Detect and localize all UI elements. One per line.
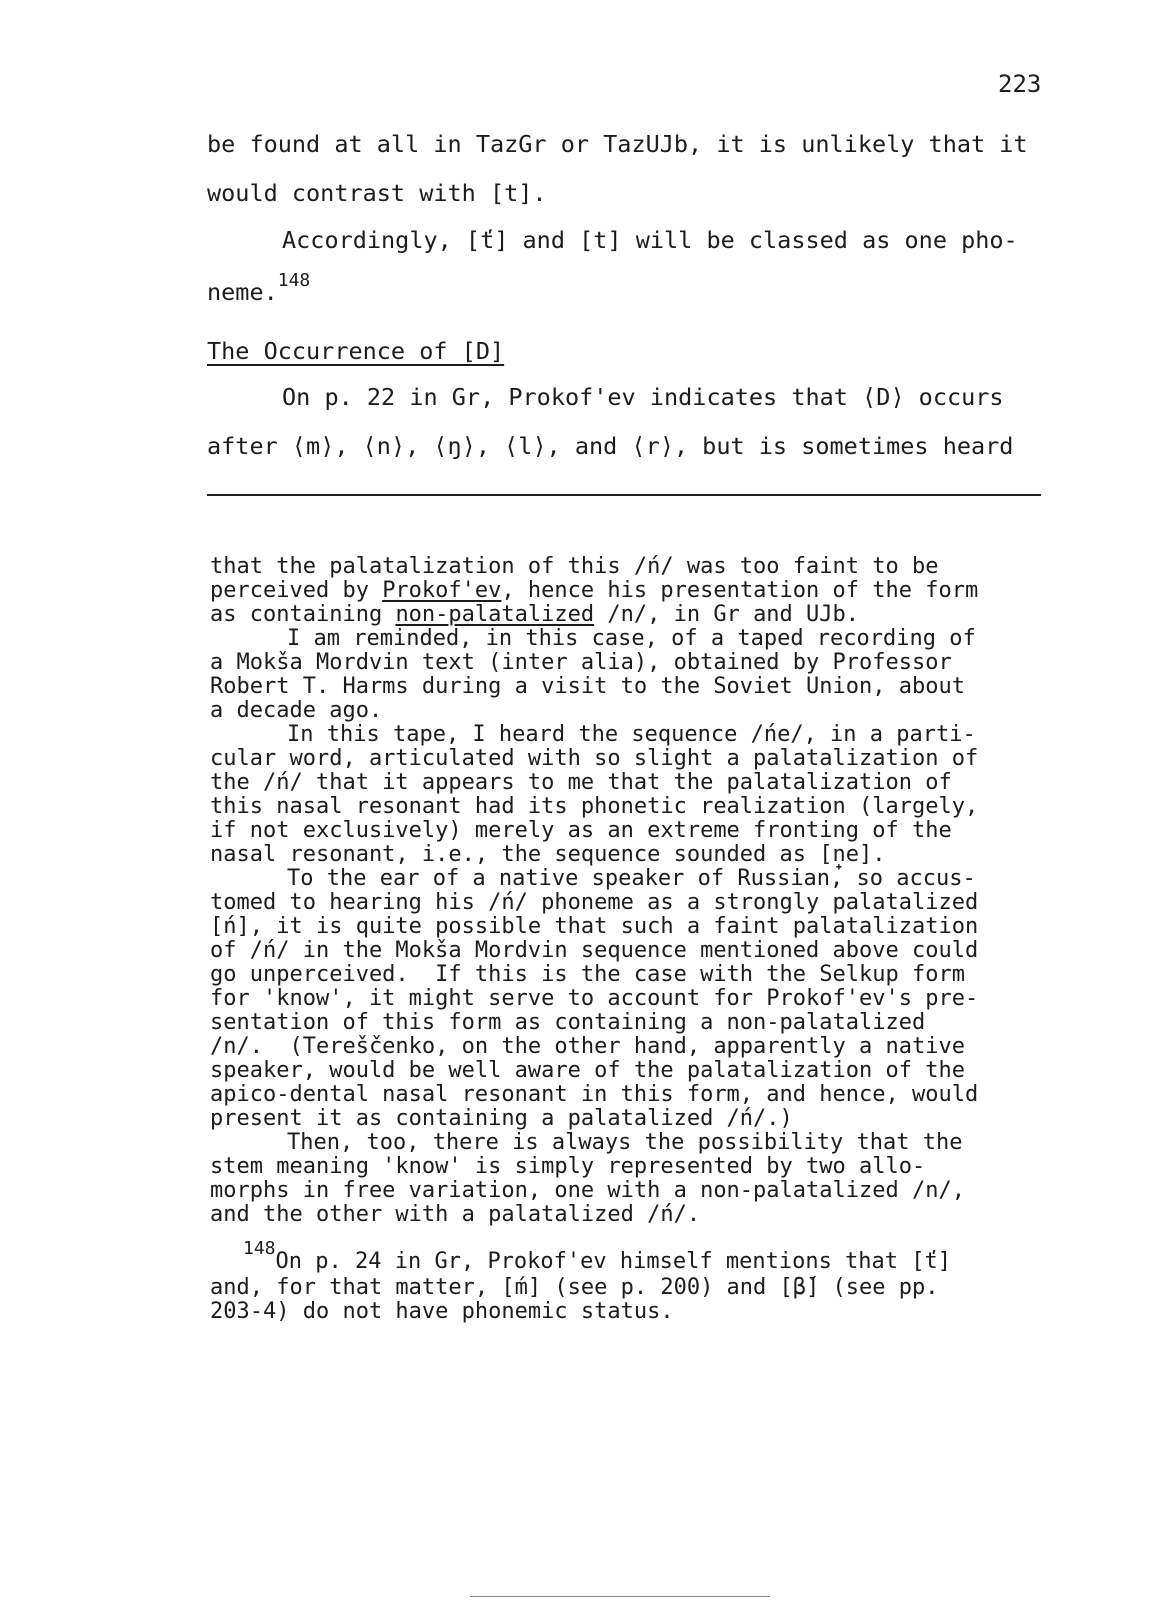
footnote-line: sentation of this form as containing a non-palatalized <box>210 1010 926 1035</box>
footnote-line: this nasal resonant had its phonetic realization (largely, <box>210 794 979 819</box>
footnote-line: a Mokša Mordvin text (inter alia), obtained by Professor <box>210 650 952 675</box>
footnote-line: Robert T. Harms during a visit to the Soviet Union, about <box>210 674 965 699</box>
footnote-number: 148 <box>243 1238 276 1259</box>
footnote-line: stem meaning 'know' is simply represented by two allo- <box>210 1154 926 1179</box>
footnote-text: perceived by <box>210 578 383 603</box>
footnote-line: the /ń/ that it appears to me that the palatalization of <box>210 770 952 795</box>
footnote-line: that the palatalization of this /ń/ was too faint to be <box>210 554 939 579</box>
footnote-line: cular word, articulated with so slight a palatalization of <box>210 746 979 771</box>
footnote-line: morphs in free variation, one with a non-palatalized /n/, <box>210 1178 965 1203</box>
footnote-line: I am reminded, in this case, of a taped recording of <box>287 626 976 651</box>
footnote-line <box>210 603 859 627</box>
body-line: On p. 22 in Gr, Prokof'ev indicates that ⟨D⟩ occurs <box>282 383 1004 411</box>
footnote-line: a decade ago. <box>210 698 383 723</box>
footnote-line: tomed to hearing his /ń/ phoneme as a strongly palatalized <box>210 890 979 915</box>
footnote-text: /n/, in Gr and UJb. <box>594 602 860 627</box>
footnote-text: as containing <box>210 602 396 627</box>
body-line: after ⟨m⟩, ⟨n⟩, ⟨ŋ⟩, ⟨l⟩, and ⟨r⟩, but is sometimes heard <box>207 432 1014 460</box>
body-line: be found at all in TazGr or TazUJb, it is unlikely that it <box>207 130 1028 158</box>
footnote-line: 203-4) do not have phonemic status. <box>210 1299 674 1324</box>
body-line <box>207 270 311 306</box>
footnote-line: nasal resonant, i.e., the sequence sounded as [n̟e]. <box>210 842 886 867</box>
body-line: would contrast with [t]. <box>207 179 547 207</box>
footnote-underlined: non-palatalized <box>395 602 595 627</box>
footnote-line: go unperceived. If this is the case with the Selkup form <box>210 962 965 987</box>
footnote-line: if not exclusively) merely as an extreme fronting of the <box>210 818 952 843</box>
footnote-text: On p. 24 in Gr, Prokof'ev himself mentions that [ť] <box>275 1249 952 1274</box>
page-number: 223 <box>998 70 1042 98</box>
footnote-line: Then, too, there is always the possibility that the <box>287 1130 963 1155</box>
footnote-underlined: Prokof'ev <box>382 578 502 603</box>
footnote-line: for 'know', it might serve to account for Prokof'ev's pre- <box>210 986 979 1011</box>
body-line: Accordingly, [ť] and [t] will be classed as one pho- <box>282 226 1018 254</box>
footnote-line: present it as containing a palatalized /ń/.) <box>210 1106 793 1131</box>
footnote-148 <box>243 1238 952 1275</box>
footnote-line: of /ń/ in the Mokša Mordvin sequence mentioned above could <box>210 938 979 963</box>
footnote-line: speaker, would be well aware of the palatalization of the <box>210 1058 965 1083</box>
footnote-line: [ń], it is quite possible that such a faint palatalization <box>210 914 979 939</box>
footnote-line: and the other with a palatalized /ń/. <box>210 1202 701 1227</box>
footnote-line: and, for that matter, [ḿ] (see p. 200) and [β́] (see pp. <box>210 1275 939 1300</box>
footnote-divider <box>207 494 1041 496</box>
footnote-line: To the ear of a native speaker of Russian, so accus- <box>287 866 976 891</box>
footnote-ref: 148 <box>277 270 311 291</box>
footnote-text: , hence his presentation of the form <box>501 578 979 603</box>
footnote-line: /n/. (Tereščenko, on the other hand, apparently a native <box>210 1034 965 1059</box>
footnote-line: In this tape, I heard the sequence /ńe/, in a parti- <box>287 722 976 747</box>
footnote-line: apico-dental nasal resonant in this form, and hence, would <box>210 1082 979 1107</box>
footnote-line <box>210 579 978 603</box>
body-text: neme. <box>207 278 278 306</box>
bottom-edge-mark <box>470 1596 770 1597</box>
section-heading: The Occurrence of [D] <box>207 337 505 365</box>
